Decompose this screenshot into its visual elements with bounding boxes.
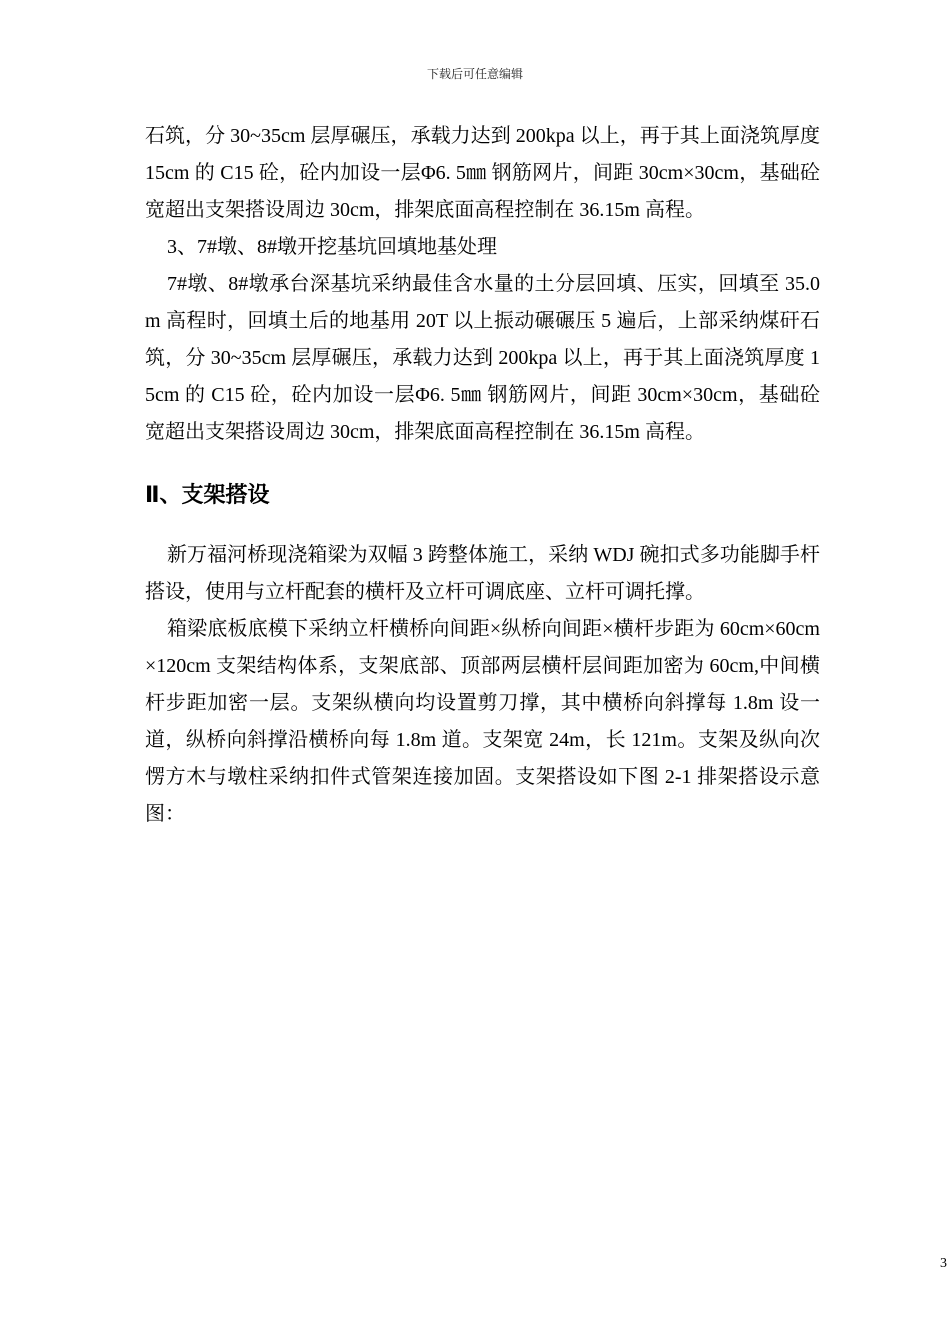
section-heading-scaffold: Ⅱ、支架搭设	[145, 483, 270, 508]
spacer	[145, 511, 820, 537]
paragraph-foundation-continued: 石筑，分 30~35cm 层厚碾压，承载力达到 200kpa 以上，再于其上面浇筑厚度 15cm 的 C15 砼，砼内加设一层Φ6. 5㎜ 钢筋网片，间距 30cm×30cm，基础砼宽超出支架搭设周边 30cm，排架底面高程控制在 36.15m 高程。	[145, 125, 820, 221]
spacer	[145, 451, 820, 481]
page-number: 3	[940, 1256, 947, 1271]
paragraph-pier-backfill: 7#墩、8#墩承台深基坑采纳最佳含水量的土分层回填、压实，回填至 35.0m 高程时，回填土后的地基用 20T 以上振动碾碾压 5 遍后，上部采纳煤矸石筑，分 30~35cm 层厚碾压，承载力达到 200kpa 以上，再于其上面浇筑厚度 15cm 的 C15 砼，砼内加设一层Φ6. 5㎜ 钢筋网片，间距 30cm×30cm，基础砼宽超出支架搭设周边 30cm，排架底面高程控制在 36.15m 高程。	[145, 273, 820, 443]
document-body	[145, 118, 820, 833]
subheading-pier-backfill: 3、7#墩、8#墩开挖基坑回填地基处理	[167, 236, 497, 258]
paragraph-scaffold-intro: 新万福河桥现浇箱梁为双幅 3 跨整体施工，采纳 WDJ 碗扣式多功能脚手杆搭设，使用与立杆配套的横杆及立杆可调底座、立杆可调托撑。	[145, 544, 820, 603]
paragraph-scaffold-structure: 箱梁底板底模下采纳立杆横桥向间距×纵桥向间距×横杆步距为 60cm×60cm×120cm 支架结构体系，支架底部、顶部两层横杆层间距加密为 60cm,中间横杆步距加密一层。支架纵横向均设置剪刀撑，其中横桥向斜撑每 1.8m 设一道，纵桥向斜撑沿横桥向每 1.8m 道。支架宽 24m，长 121m。支架及纵向次愣方木与墩柱采纳扣件式管架连接加固。支架搭设如下图 2-1 排架搭设示意图：	[145, 618, 820, 825]
page-header: 下载后可任意编辑	[426, 67, 523, 81]
